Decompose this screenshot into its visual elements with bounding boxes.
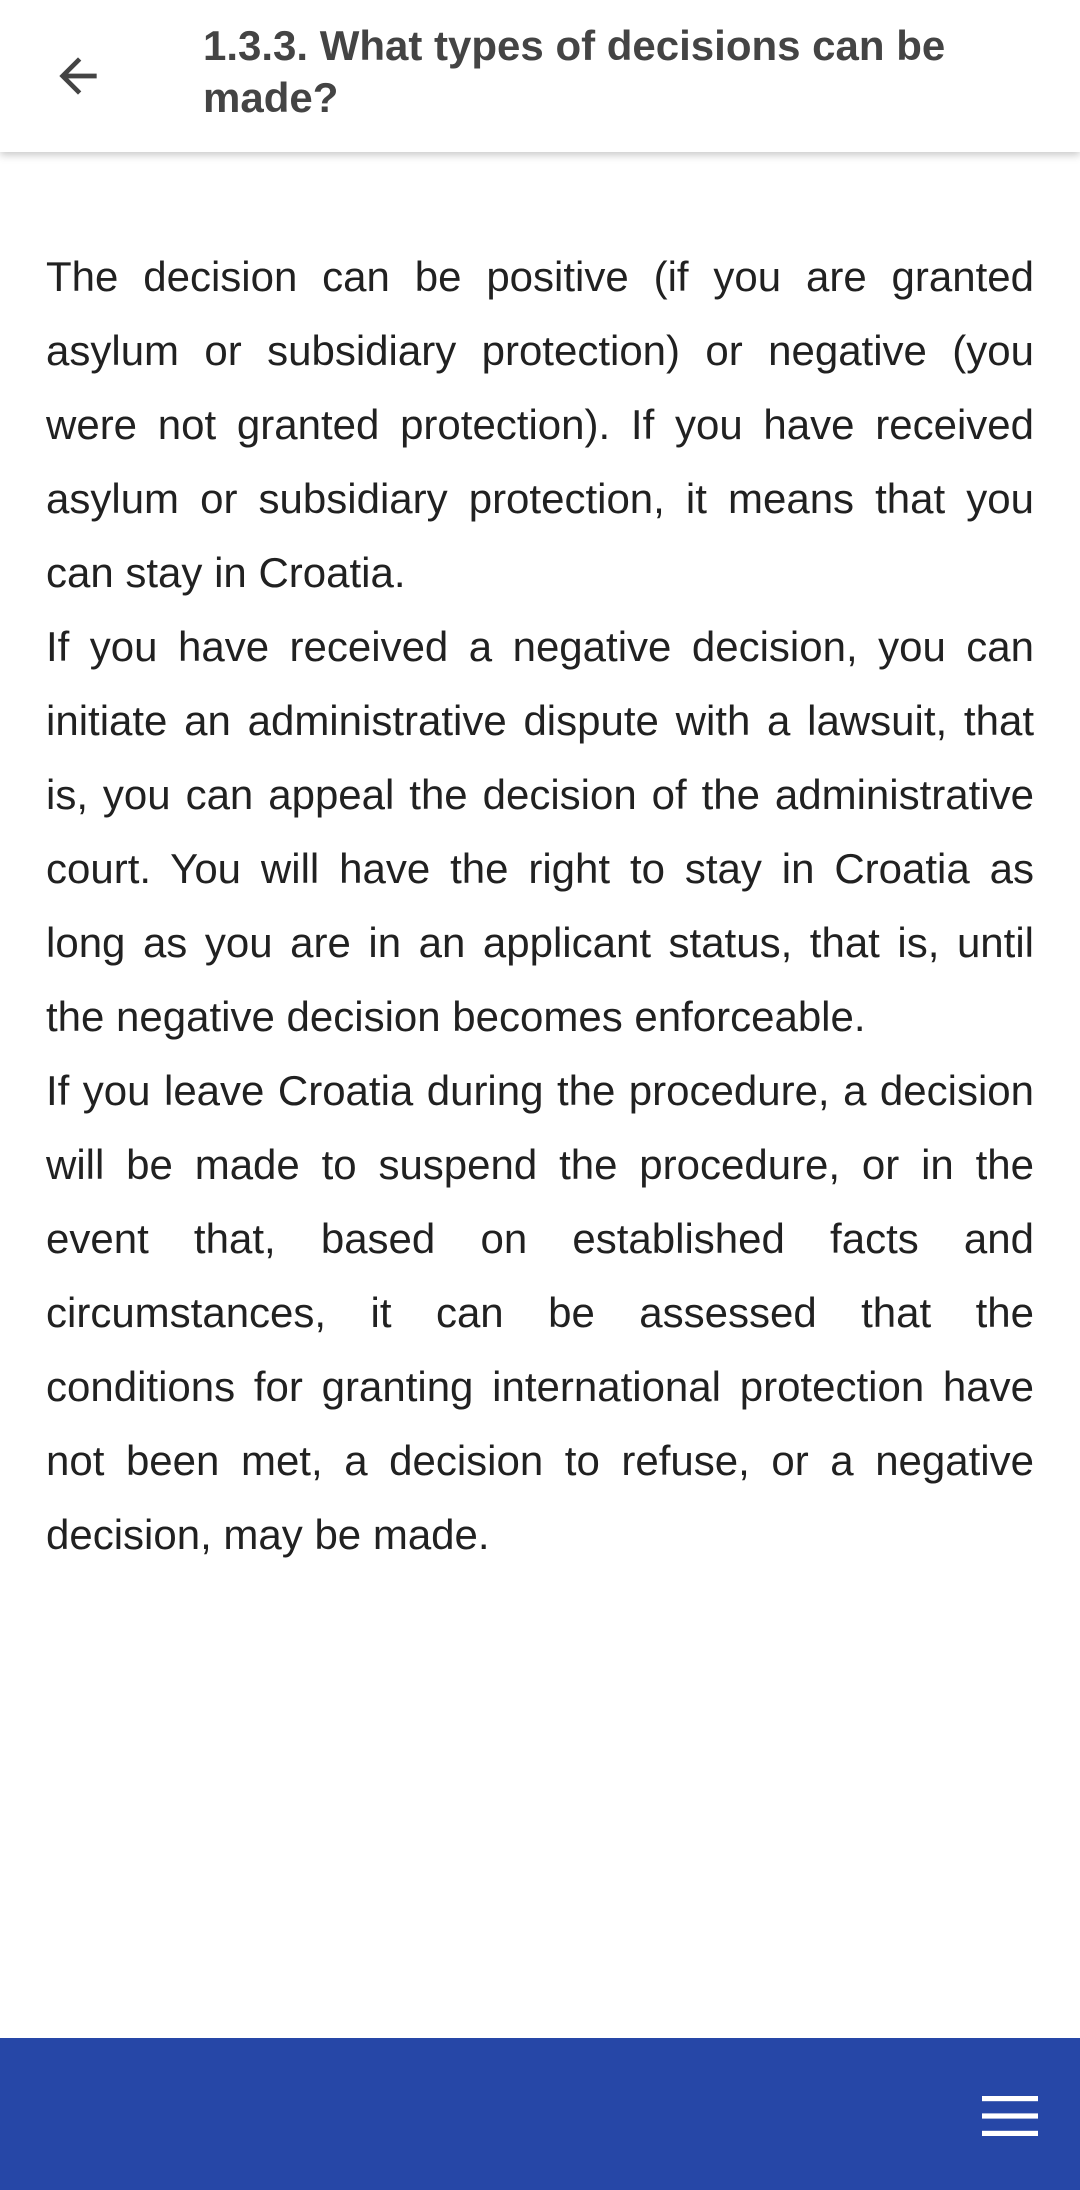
arrow-left-icon xyxy=(50,48,106,104)
paragraph-3: If you leave Croatia during the procedure, a decision will be made to suspend the procedure, or in the event that, based on established facts and circumstances, it can be assessed that the conditions for granting international protection have not been met, a decision to refuse, or a negative decision, may be made. xyxy=(46,1067,1034,1558)
hamburger-menu-icon xyxy=(982,2096,1038,2136)
app-bar xyxy=(0,0,1080,152)
bottom-navigation-bar xyxy=(0,2038,1080,2190)
menu-button[interactable] xyxy=(970,2076,1050,2156)
paragraph-1: The decision can be positive (if you are granted asylum or subsidiary protection) or negative (you were not granted protection). If you have received asylum or subsidiary protection, it means that you can stay in Croatia. xyxy=(46,253,1034,596)
page-title: 1.3.3. What types of decisions can be made? xyxy=(203,22,946,121)
paragraph-2: If you have received a negative decision, you can initiate an administrative dispute with a lawsuit, that is, you can appeal the decision of the administrative court. You will have the right to stay in Croatia as long as you are in an applicant status, that is, until the negative decision becomes enforceable. xyxy=(46,623,1034,1040)
back-button[interactable] xyxy=(34,32,122,120)
article-content xyxy=(46,240,1034,1572)
